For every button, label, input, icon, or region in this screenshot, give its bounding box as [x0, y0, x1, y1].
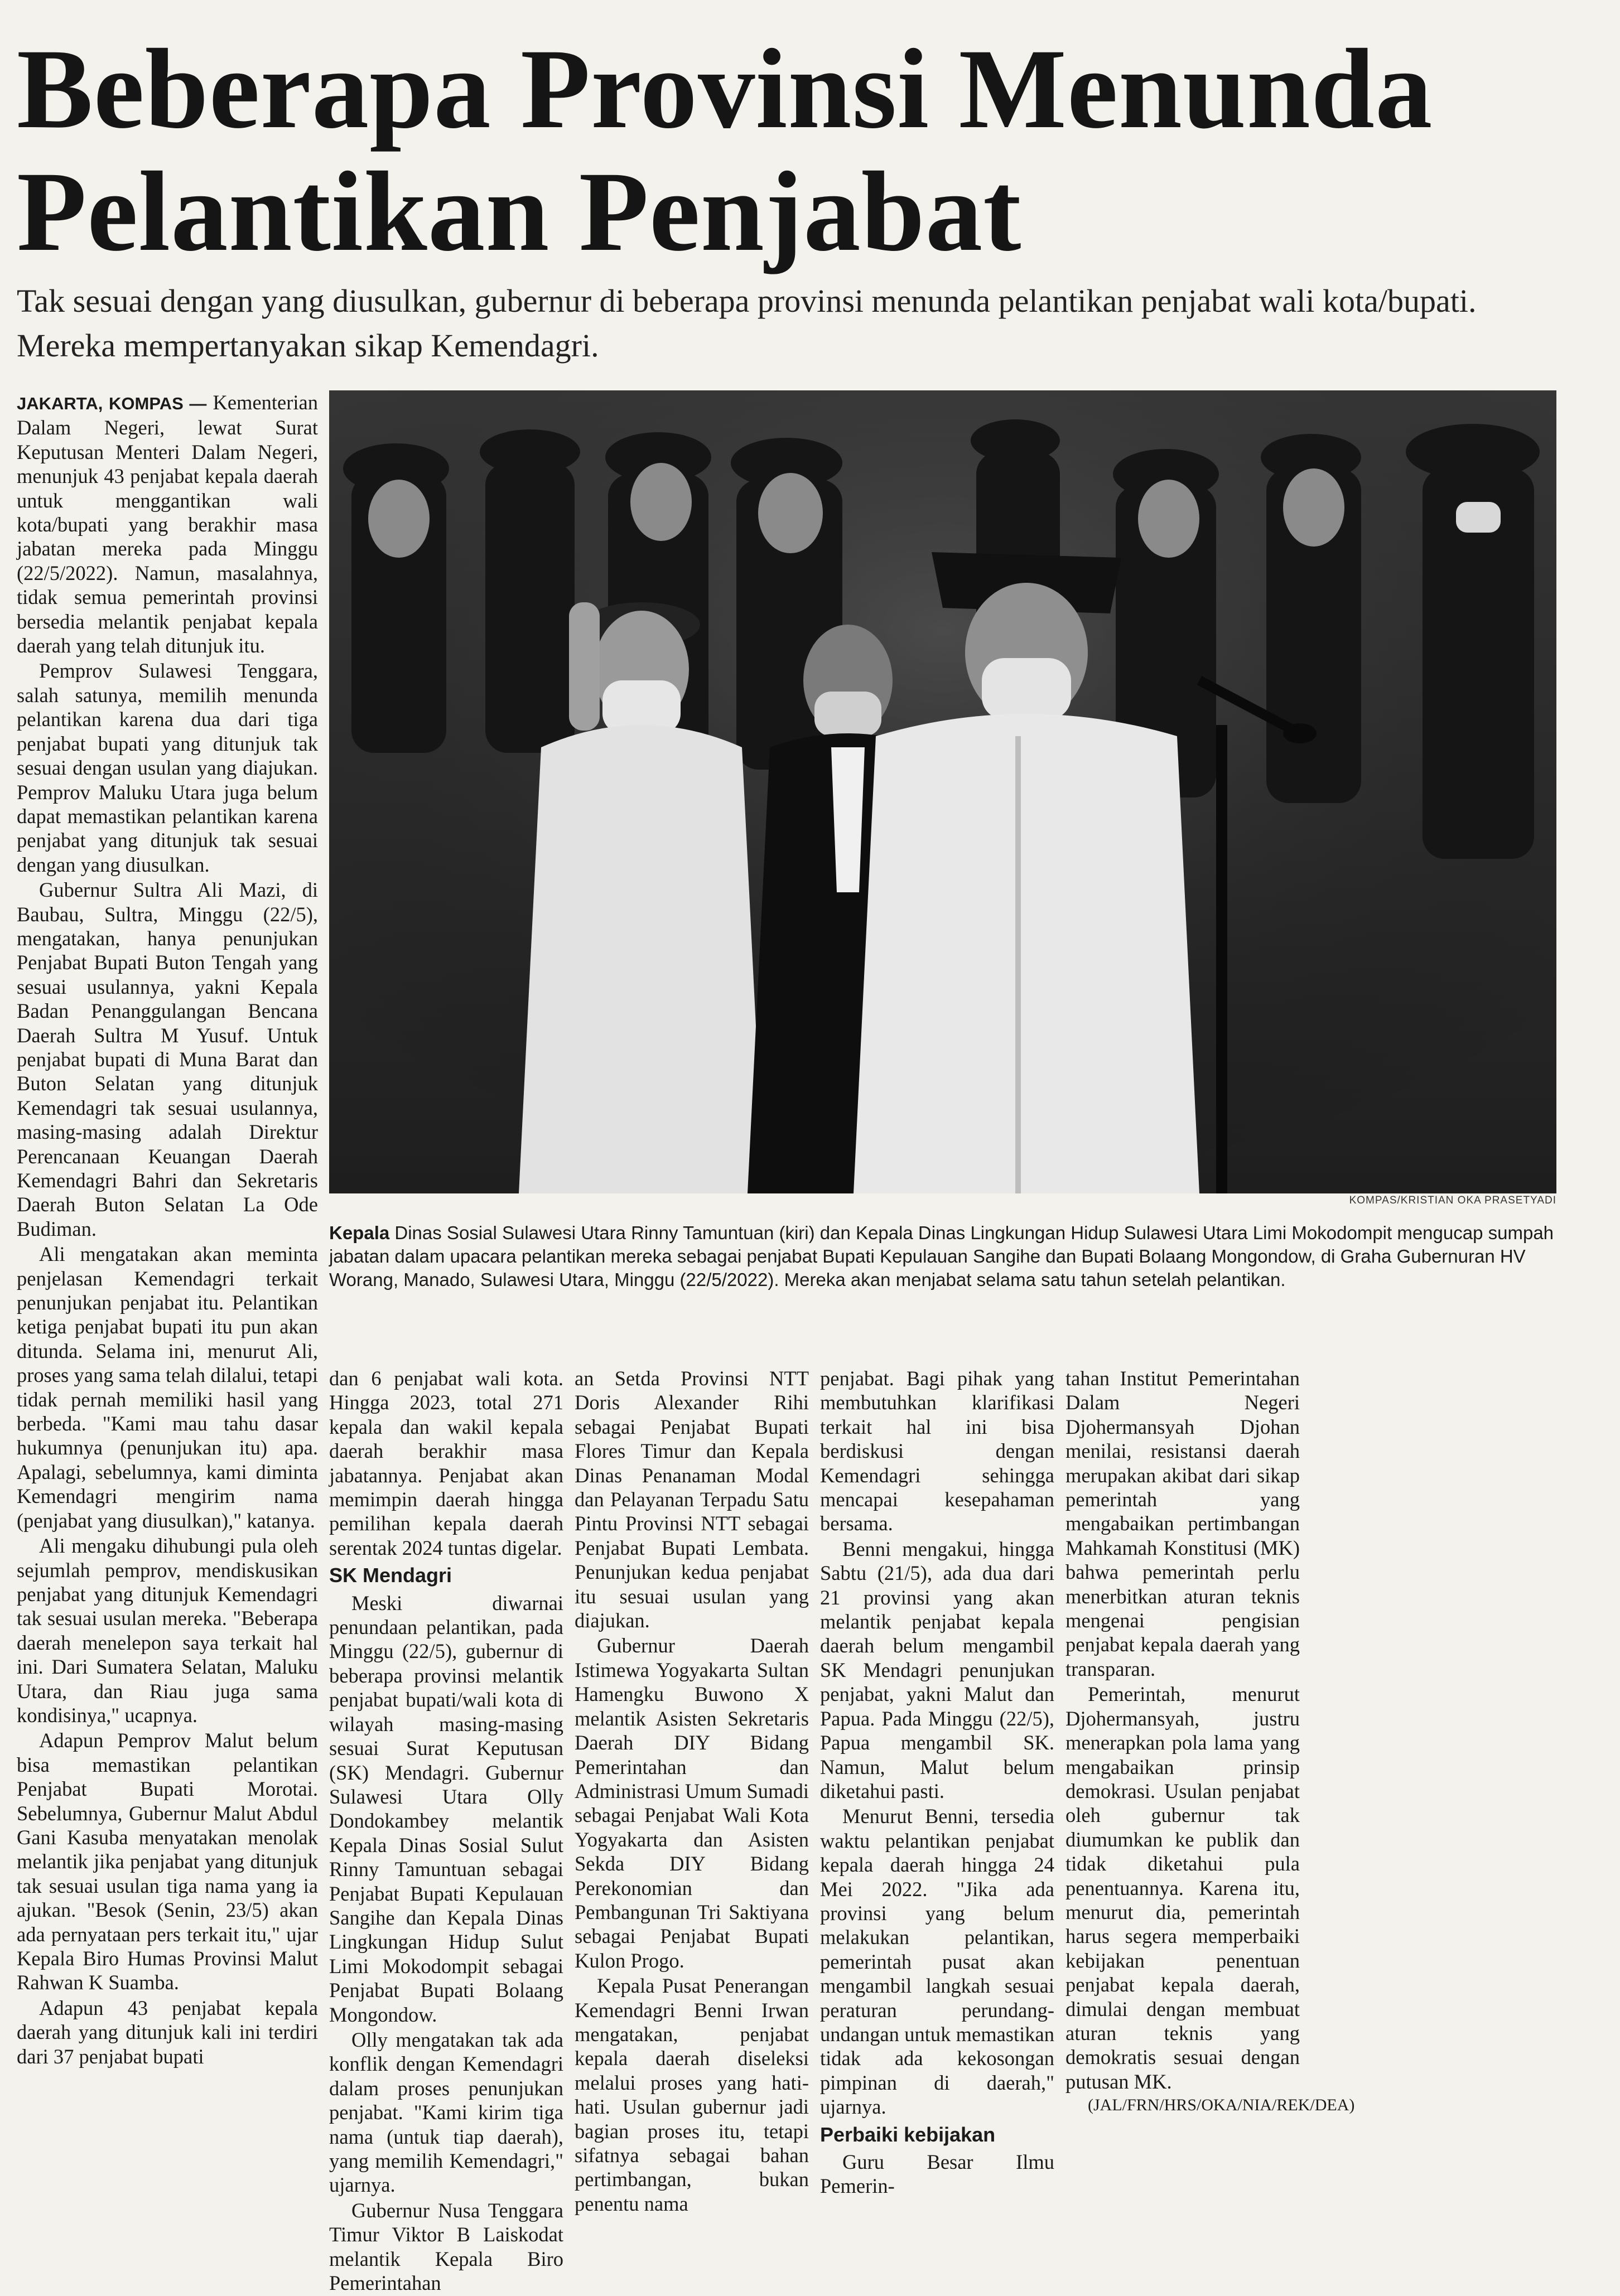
paragraph: Adapun 43 penjabat kepala daerah yang ditunjuk kali ini terdiri dari 37 penjabat bupati — [17, 1996, 318, 2068]
dateline: JAKARTA, KOMPAS — — [17, 394, 207, 413]
paragraph: Ali mengaku dihubungi pula oleh sejumlah pemprov, mendiskusikan penjabat yang ditunjuk Kemendagri tak sesuai usulan mereka. "Beberapa daerah menelepon saya terkait hal ini. Dari Sumatera Selatan, Maluku Utara, dan Riau juga sama kondisinya," ucapnya. — [17, 1534, 318, 1727]
paragraph: Ali mengatakan akan meminta penjelasan Kemendagri terkait penunjukan penjabat itu. Pelantikan ketiga penjabat bupati itu pun akan ditunda. Selama ini, menurut Ali, proses yang sama telah dilalui, tetapi tidak pernah memiliki hasil yang berbeda. "Kami mau tahu dasar hukumnya (penunjukan itu) apa. Apalagi, sebelumnya, kami diminta Kemendagri mengirim nama (penjabat yang diusulkan)," katanya. — [17, 1243, 318, 1532]
paragraph: Pemerintah, menurut Djohermansyah, justru menerapkan pola lama yang mengabaikan prinsip demokrasi. Usulan penjabat oleh gubernur tak diumumkan ke publik dan tidak diketahui pula penentuannya. Karena itu, menurut dia, pemerintah harus segera memperbaiki kebijakan penentuan penjabat kepala daerah, dimulai dengan membuat aturan teknis yang demokratis sesuai dengan putusan MK. — [1065, 1683, 1300, 2093]
article-column-2 — [329, 1366, 563, 2296]
paragraph: Pemprov Sulawesi Tenggara, salah satunya, memilih menunda pelantikan karena dua dari tiga penjabat bupati yang ditunjuk tak sesuai dengan usulan yang diajukan. Pemprov Maluku Utara juga belum dapat memastikan pelantikan karena penjabat yang ditunjuk tak sesuai dengan yang diusulkan. — [17, 659, 318, 876]
paragraph: Olly mengatakan tak ada konflik dengan Kemendagri dalam proses penunjukan penjabat. "Kami kirim tiga nama (untuk tiap daerah), yang memilih Kemendagri," ujarnya. — [329, 2028, 563, 2197]
news-photo — [329, 390, 1556, 1193]
paragraph: Menurut Benni, tersedia waktu pelantikan penjabat kepala daerah hingga 24 Mei 2022. "Jika ada provinsi yang belum melakukan pelantikan, pemerintah pusat akan mengambil langkah sesuai peraturan perundang-undangan untuk memastikan tidak ada kekosongan pimpinan di daerah," ujarnya. — [820, 1805, 1054, 2119]
caption-text: Dinas Sosial Sulawesi Utara Rinny Tamuntuan (kiri) dan Kepala Dinas Lingkungan Hidup Sulawesi Utara Limi Mokodompit mengucap sumpah jabatan dalam upacara pelantikan mereka sebagai penjabat Bupati Kepulauan Sangihe dan Bupati Bolaang Mongondow, di Graha Gubernuran HV Worang, Manado, Sulawesi Utara, Minggu (22/5/2022). Mereka akan menjabat selama satu tahun setelah pelantikan. — [329, 1222, 1554, 1290]
paragraph: Adapun Pemprov Malut belum bisa memastikan pelantikan Penjabat Bupati Morotai. Sebelumnya, Gubernur Malut Abdul Gani Kasuba menyatakan menolak melantik jika penjabat yang ditunjuk tak sesuai usulan tiga nama yang ia ajukan. "Besok (Senin, 23/5) akan ada pernyataan pers terkait itu," ujar Kepala Biro Humas Provinsi Malut Rahwan K Suamba. — [17, 1729, 318, 1994]
article-column-3 — [575, 1366, 809, 2217]
paragraph: Kepala Pusat Penerangan Kemendagri Benni Irwan mengatakan, penjabat kepala daerah diseleksi melalui proses yang hati-hati. Usulan gubernur jadi bagian proses itu, tetapi sifatnya sebagai bahan pertimbangan, bukan penentu nama — [575, 1974, 809, 2215]
paragraph: an Setda Provinsi NTT Doris Alexander Rihi sebagai Penjabat Bupati Flores Timur dan Kepala Dinas Penanaman Modal dan Pelayanan Terpadu Satu Pintu Provinsi NTT sebagai Penjabat Bupati Lembata. Penunjukan kedua penjabat itu sesuai usulan yang diajukan. — [575, 1367, 809, 1632]
ceremony-photo-illustration — [329, 390, 1556, 1193]
lead-paragraph — [17, 390, 318, 658]
paragraph: Guru Besar Ilmu Pemerin- — [820, 2150, 1054, 2198]
paragraph: Gubernur Sultra Ali Mazi, di Baubau, Sultra, Minggu (22/5), mengatakan, hanya penunjukan Penjabat Bupati Buton Tengah yang sesuai usulannya, yakni Kepala Badan Penanggulangan Bencana Daerah Sultra M Yusuf. Untuk penjabat bupati di Muna Barat dan Buton Selatan yang ditunjuk Kemendagri tak sesuai usulannya, masing-masing adalah Direktur Perencanaan Keuangan Daerah Kemendagri Bahri dan Sekretaris Daerah Buton Selatan La Ode Budiman. — [17, 878, 318, 1240]
caption-lead: Kepala — [329, 1222, 390, 1243]
paragraph: Meski diwarnai penundaan pelantikan, pada Minggu (22/5), gubernur di beberapa provinsi melantik penjabat bupati/wali kota di wilayah masing-masing sesuai Surat Keputusan (SK) Mendagri. Gubernur Sulawesi Utara Olly Dondokambey melantik Kepala Dinas Sosial Sulut Rinny Tamuntuan sebagai Penjabat Bupati Kepulauan Sangihe dan Kepala Dinas Lingkungan Hidup Sulut Limi Mokodompit sebagai Penjabat Bupati Bolaang Mongondow. — [329, 1591, 563, 2026]
photo-credit: KOMPAS/KRISTIAN OKA PRASETYADI — [1349, 1195, 1556, 1206]
paragraph: tahan Institut Pemerintahan Dalam Negeri Djohermansyah Djohan menilai, resistansi daerah merupakan akibat dari sikap pemerintah yang mengabaikan pertimbangan Mahkamah Konstitusi (MK) bahwa pemerintah perlu menerbitkan aturan teknis mengenai pengisian penjabat kepala daerah yang transparan. — [1065, 1367, 1300, 1680]
paragraph: Gubernur Nusa Tenggara Timur Viktor B Laiskodat melantik Kepala Biro Pemerintahan — [329, 2198, 563, 2295]
headline: Beberapa Provinsi Menunda Pelantikan Penjabat — [17, 26, 1433, 275]
photo-caption — [329, 1221, 1556, 1292]
article-column-4 — [820, 1366, 1054, 2200]
author-byline: (JAL/FRN/HRS/OKA/NIA/REK/DEA) — [1088, 2096, 1355, 2115]
paragraph: dan 6 penjabat wali kota. Hingga 2023, total 271 kepala dan wakil kepala daerah berakhir masa jabatannya. Penjabat akan memimpin daerah hingga pemilihan kepala daerah serentak 2024 tuntas digelar. — [329, 1367, 563, 1559]
deck-subtitle: Tak sesuai dengan yang diusulkan, gubernur di beberapa provinsi menunda pelantikan penjabat wali kota/bupati. Mereka mempertanyakan sikap Kemendagri. — [17, 283, 1477, 364]
subheading-perbaiki-kebijakan: Perbaiki kebijakan — [820, 2123, 996, 2146]
paragraph: Benni mengakui, hingga Sabtu (21/5), ada dua dari 21 provinsi yang akan melantik penjabat kepala daerah belum mengambil SK Mendagri penunjukan penjabat, yakni Malut dan Papua. Pada Minggu (22/5), Papua mengambil SK. Namun, Malut belum diketahui pasti. — [820, 1537, 1054, 1802]
article-column-1 — [17, 390, 318, 2070]
paragraph: Gubernur Daerah Istimewa Yogyakarta Sultan Hamengku Buwono X melantik Asisten Sekretaris Daerah DIY Bidang Pemerintahan dan Administrasi Umum Sumadi sebagai Penjabat Wali Kota Yogyakarta dan Asisten Sekda DIY Bidang Perekonomian dan Pembangunan Tri Saktiyana sebagai Penjabat Bupati Kulon Progo. — [575, 1634, 809, 1972]
subheading-sk-mendagri: SK Mendagri — [329, 1564, 452, 1587]
article-column-5 — [1065, 1366, 1355, 2117]
paragraph: penjabat. Bagi pihak yang membutuhkan klarifikasi terkait hal ini bisa berdiskusi dengan Kemendagri sehingga mencapai kesepahaman bersama. — [820, 1367, 1054, 1535]
paragraph-text: Kementerian Dalam Negeri, lewat Surat Keputusan Menteri Dalam Negeri, menunjuk 43 penjabat kepala daerah untuk menggantikan wali kota/bupati yang berakhir masa jabatan mereka pada Minggu (22/5/2022). Namun, masalahnya, tidak semua pemerintah provinsi bersedia melantik penjabat kepala daerah yang telah ditunjuk itu. — [17, 391, 318, 658]
